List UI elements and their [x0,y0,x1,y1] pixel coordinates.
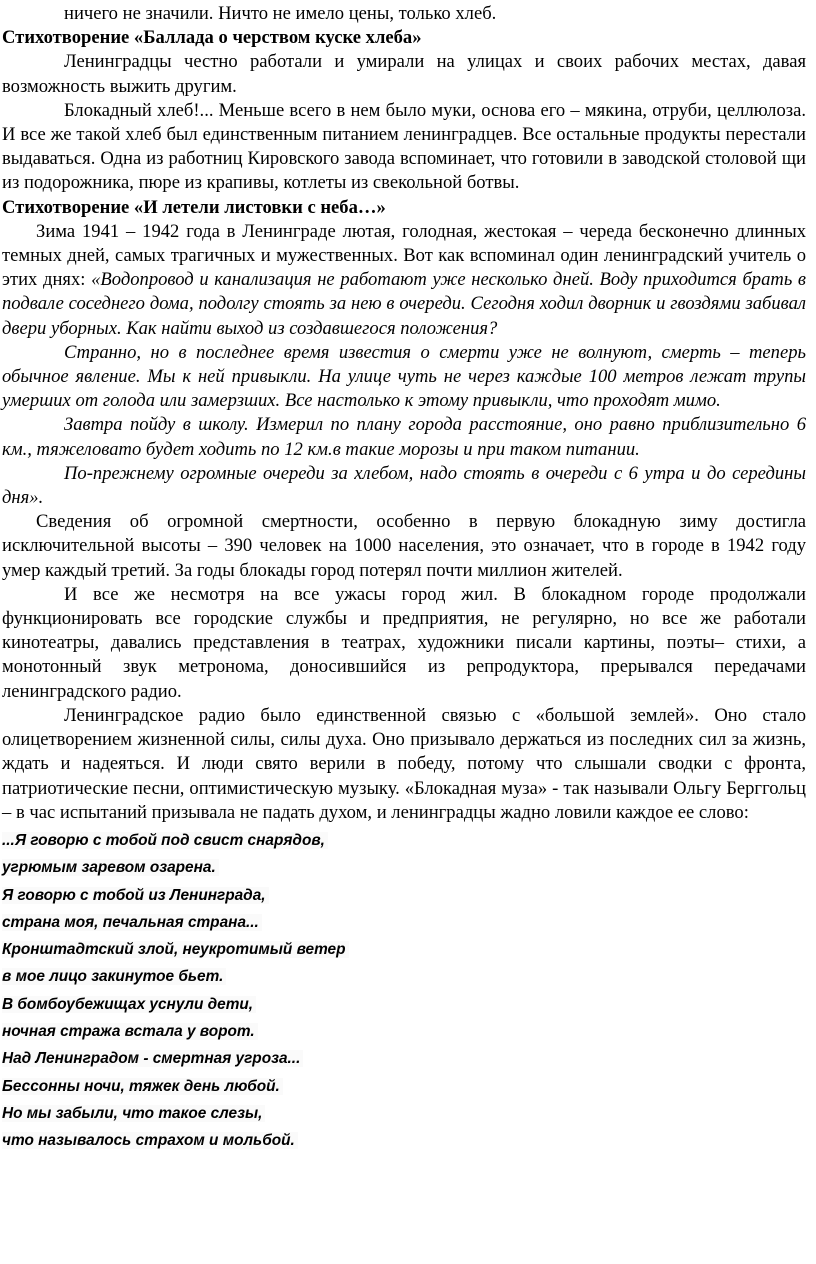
heading-leaflets: Стихотворение «И летели листовки с неба…» [2,196,386,218]
paragraph-leningrad-radio: Ленинградское радио было единственной связью с «большой землей». Оно стало олицетворением жизненной силы, силы духа. Оно призывало держаться из последних сил за жизнь, ждать и надеяться. И люди свято верили в победу, потому что слышали сводки с фронта, патриотические песни, оптимистическую музыку. «Блокадная муза» - так называли Ольгу Берггольц – в час испытаний призывала не падать духом, и ленинградцы жадно ловили каждое ее слово: [2,704,806,823]
poem-berggolts [2,827,806,1155]
paragraph-death-news: Странно, но в последнее время известия о смерти уже не волнуют, смерть – теперь обычное явление. Мы к ней привыкли. На улице чуть не через каждые 100 метров лежат трупы умерших от голода или замерзших. Все настолько к этому привыкли, что проходят мимо. [2,341,806,412]
paragraph-bread-value: ничего не значили. Ничто не имело цены, только хлеб. [64,3,497,24]
poem-line: Бессонны ночи, тяжек день любой. [2,1073,806,1100]
winter-intro-text: Зима 1941 – 1942 года в Ленинграде лютая, голодная, жестокая – череда бесконечно длинных темных дней, самых трагичных и мужественных. Вот как вспоминал один ленинградский учитель о этих днях: [2,220,806,291]
paragraph-blockade-bread: Блокадный хлеб!... Меньше всего в нем было муки, основа его – мякина, отруби, целлюлоза. И все же такой хлеб был единственным питанием ленинградцев. Все остальные продукты перестали выдаваться. Одна из работниц Кировского завода вспоминает, что готовили в заводской столовой щи из подорожника, пюре из крапивы, котлеты из свекольной ботвы. [2,99,806,194]
poem-line: в мое лицо закинутое бьет. [2,963,806,990]
poem-line: В бомбоубежищах уснули дети, [2,991,806,1018]
poem-line: ночная стража встала у ворот. [2,1018,806,1045]
poem-line: Над Ленинградом - смертная угроза... [2,1045,806,1072]
poem-line: Кронштадтский злой, неукротимый ветер [2,936,806,963]
paragraph-going-to-school: Завтра пойду в школу. Измерил по плану города расстояние, оно равно приблизительно 6 км., тяжеловато будет ходить по 12 км.в такие морозы и при таком питании. [2,414,806,460]
paragraph-bread-queues: По-прежнему огромные очереди за хлебом, надо стоять в очереди с 6 утра и до середины дня». [2,462,806,509]
poem-line: страна моя, печальная страна... [2,909,806,936]
paragraph-mortality: Сведения об огромной смертности, особенно в первую блокадную зиму достигла исключительной высоты – 390 человек на 1000 населения, это означает, что в городе в 1942 году умер каждый третий. За годы блокады город потерял почти миллион жителей. [2,511,806,581]
poem-line: угрюмым заревом озарена. [2,854,806,881]
paragraph-winter-1941 [2,220,806,341]
paragraph-leningraders-worked: Ленинградцы честно работали и умирали на улицах и своих рабочих местах, давая возможность выжить другим. [2,51,806,97]
heading-ballad: Стихотворение «Баллада о черством куске хлеба» [2,27,422,49]
poem-line: Я говорю с тобой из Ленинграда, [2,882,806,909]
poem-line: Но мы забыли, что такое слезы, [2,1100,806,1127]
paragraph-city-lived: И все же несмотря на все ужасы город жил. В блокадном городе продолжали функционировать все городские службы и предприятия, не регулярно, но все же работали кинотеатры, давались представления в театрах, художники писали картины, поэты– стихи, а монотонный звук метронома, доносившийся из репродуктора, прерывался передачами ленинградского радио. [2,583,806,702]
teacher-quote-text: «Водопровод и канализация не работают уже несколько дней. Воду приходится брать в подвале соседнего дома, подолгу стоять за нею в очереди. Сегодня ходил дворник и гвоздями забивал двери уборных. Как найти выход из создавшегося положения? [2,269,807,339]
poem-line: ...Я говорю с тобой под свист снарядов, [2,827,806,854]
poem-line: что называлось страхом и мольбой. [2,1127,806,1154]
